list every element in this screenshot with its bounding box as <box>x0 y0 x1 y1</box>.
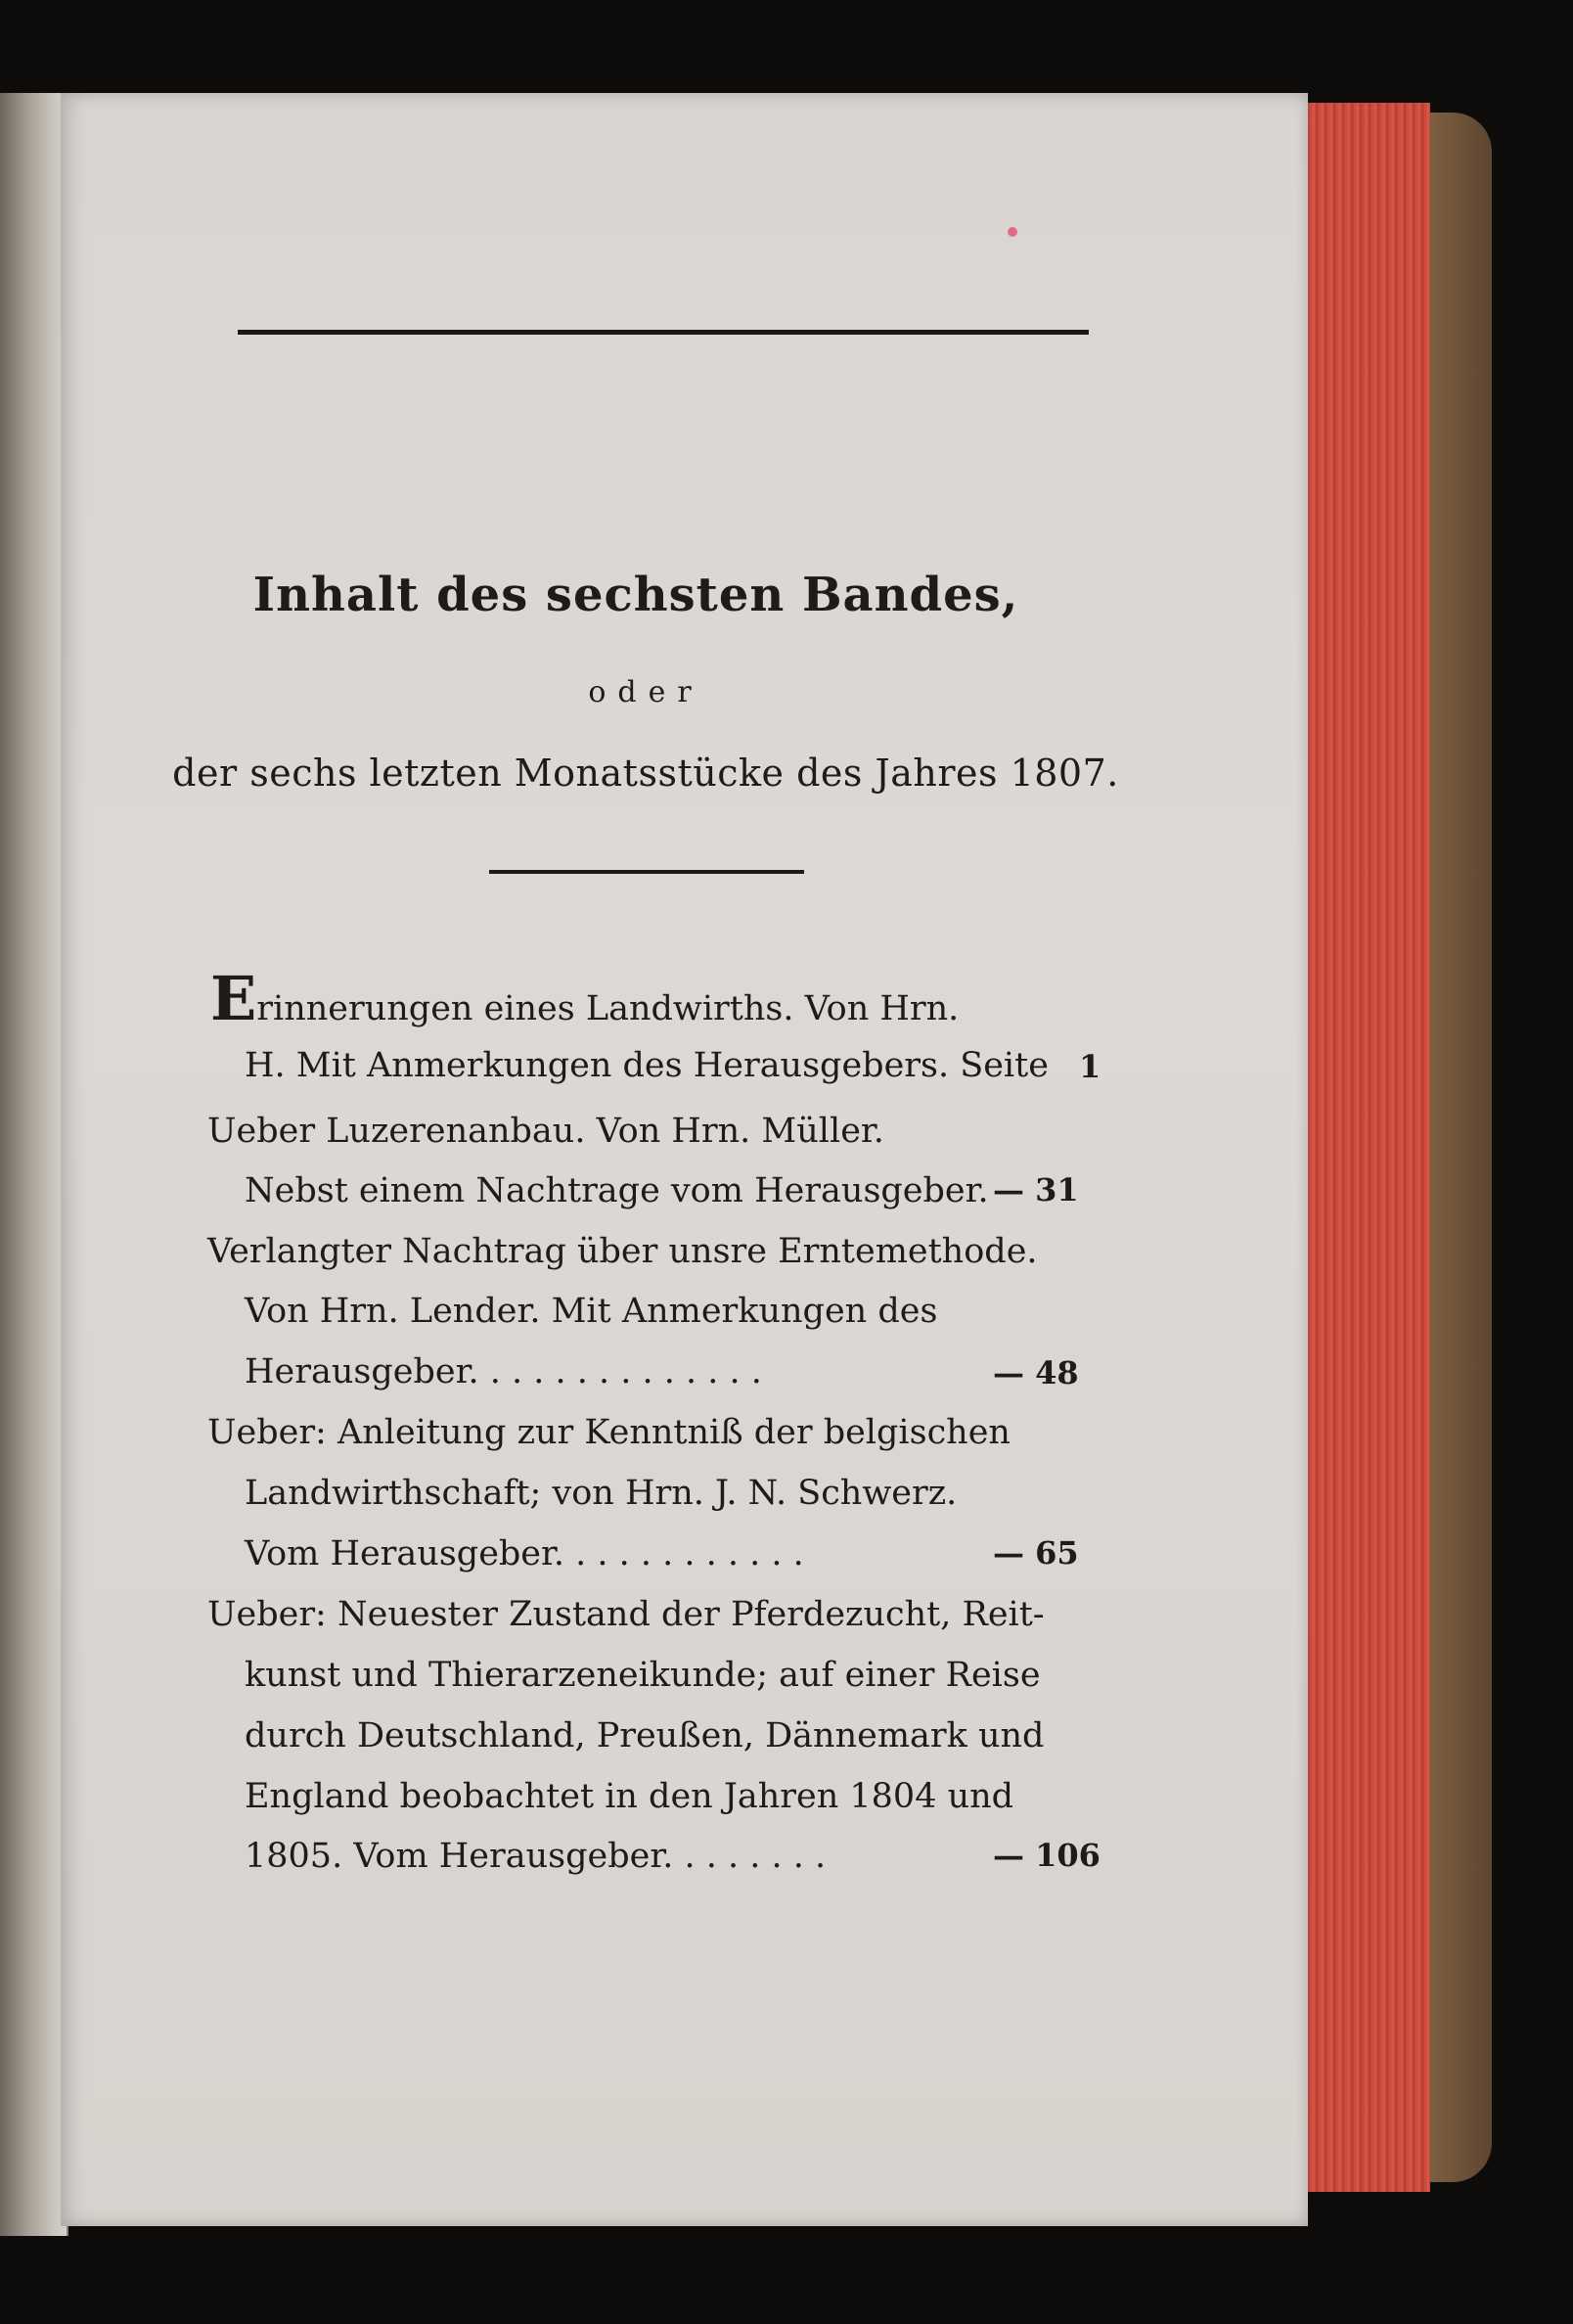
toc-page-number: — 31 <box>993 1171 1079 1208</box>
book-page <box>61 93 1308 2226</box>
toc-entry-line: Erinnerungen eines Landwirths. Von Hrn. <box>210 963 960 1034</box>
section-rule <box>489 870 804 874</box>
toc-entry-line: Von Hrn. Lender. Mit Anmerkungen des <box>245 1292 938 1331</box>
toc-entry-line: Ueber: Neuester Zustand der Pferdezucht, Reit- <box>207 1595 1045 1634</box>
red-page-edges <box>1293 103 1430 2192</box>
toc-entry-line: Verlangter Nachtrag über unsre Erntemethode. <box>207 1232 1038 1271</box>
toc-entry-line: durch Deutschland, Preußen, Dännemark und <box>245 1716 1045 1755</box>
toc-entry-line: H. Mit Anmerkungen des Herausgebers. Seite <box>245 1046 1049 1085</box>
toc-entry-line: Ueber: Anleitung zur Kenntniß der belgischen <box>207 1413 1011 1452</box>
toc-entry-line: Ueber Luzerenanbau. Von Hrn. Müller. <box>207 1112 884 1151</box>
toc-page-number: — 106 <box>993 1837 1101 1874</box>
header-rule <box>238 330 1089 335</box>
ink-mark <box>1008 227 1017 237</box>
left-page-sliver <box>0 93 68 2236</box>
contents-title: Inhalt des sechsten Bandes, <box>252 568 1019 622</box>
drop-capital: E <box>210 963 257 1034</box>
toc-page-number: — 48 <box>993 1354 1079 1391</box>
toc-entry-line: Herausgeber. . . . . . . . . . . . . . <box>245 1352 762 1391</box>
toc-page-number: — 65 <box>993 1534 1079 1572</box>
toc-entry-line: Nebst einem Nachtrage vom Herausgeber. <box>245 1171 989 1210</box>
toc-entry-line: Vom Herausgeber. . . . . . . . . . . . <box>245 1534 804 1573</box>
contents-connector: oder <box>588 675 703 709</box>
toc-entry-line: 1805. Vom Herausgeber. . . . . . . . <box>245 1837 827 1876</box>
toc-entry-line: Landwirthschaft; von Hrn. J. N. Schwerz. <box>245 1474 958 1513</box>
contents-subtitle: der sechs letzten Monatsstücke des Jahres 1807. <box>172 752 1119 795</box>
toc-page-number: 1 <box>1079 1048 1101 1085</box>
toc-entry-line: kunst und Thierarzeneikunde; auf einer Reise <box>245 1656 1041 1695</box>
toc-entry-line: England beobachtet in den Jahren 1804 und <box>245 1777 1014 1816</box>
